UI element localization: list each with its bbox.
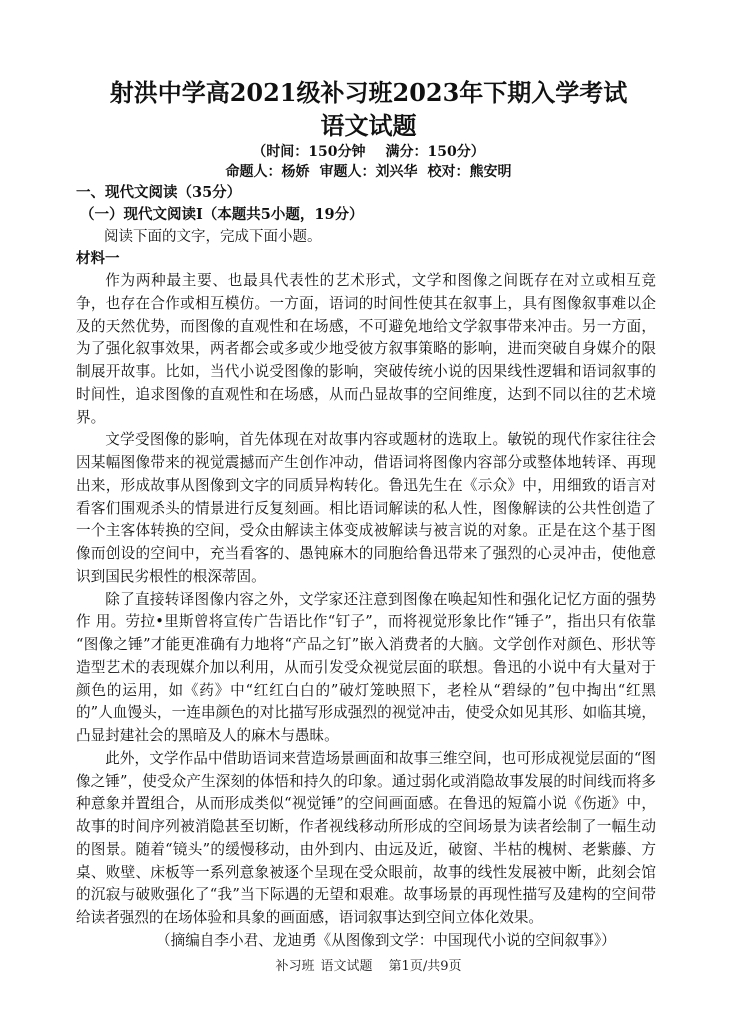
setter-label: 命题人：杨娇 bbox=[225, 164, 310, 180]
passage-body bbox=[76, 270, 656, 930]
exam-staff bbox=[0, 162, 737, 182]
instruction-text: 阅读下面的文字，完成下面小题。 bbox=[104, 229, 322, 245]
material-label: 材料一 bbox=[76, 250, 120, 267]
passage-source: （摘编自李小君、龙迪勇《从图像到文学：中国现代小说的空间叙事》） bbox=[156, 931, 616, 949]
passage-paragraph: 作为两种最主要、也最具代表性的艺术形式，文学和图像之间既存在对立或相互竞争，也存在合作或相互模仿。一方面，语词的时间性使其在叙事上，具有图像叙事难以企及的天然优势，而图像的直观性和在场感，不可避免地给文学叙事带来冲击。另一方面，为了强化叙事效果，两者都会或多或少地受彼方叙事策略的影响，进而突破自身媒介的限制展开故事。比如，当代小说受图像的影响，突破传统小说的因果线性逻辑和语词叙事的时间性，追求图像的直观性和在场感，从而凸显故事的空间维度，达到不同以往的艺术境界。 bbox=[76, 272, 656, 426]
reviewer-label: 审题人：刘兴华 bbox=[319, 164, 418, 180]
score-label: 满分：150分） bbox=[385, 144, 485, 160]
passage-paragraph: 此外，文学作品中借助语词来营造场景画面和故事三维空间，也可形成视觉层面的“图像之锤”，使受众产生深刻的体悟和持久的印象。通过弱化或消隐故事发展的时间线而将多种意象并置组合，从而形成类似“视觉锤”的空间画面感。在鲁迅的短篇小说《伤逝》中，故事的时间序列被消隐甚至切断，作者视线移动所形成的空间场景为读者绘制了一幅生动的图景。随着“镜头”的缓慢移动，由外到内、由远及近，破窗、半枯的槐树、老紫藤、方桌、败壁、床板等一系列意象被逐个呈现在受众眼前，故事的线性发展被中断，此刻会馆的沉寂与破败强化了“我”当下际遇的无望和艰难。故事场景的再现性描写及建构的空间带给读者强烈的在场体验和具象的画面感，语词叙事达到空间立体化效果。 bbox=[76, 749, 656, 926]
footer-class: 补习班 bbox=[275, 958, 315, 974]
exam-title: 射洪中学高2021级补习班2023年下期入学考试 bbox=[109, 78, 628, 107]
time-label: （时间：150分钟 bbox=[252, 144, 366, 160]
page-number: 第1页/共9页 bbox=[388, 958, 462, 974]
footer-subject: 语文试题 bbox=[320, 958, 373, 974]
exam-subtitle: 语文试题 bbox=[320, 111, 417, 140]
proofreader-label: 校对：熊安明 bbox=[427, 164, 512, 180]
subsection-heading: （一）现代文阅读Ⅰ（本题共5小题，19分） bbox=[80, 206, 364, 223]
page-footer bbox=[0, 958, 737, 976]
passage-paragraph: 除了直接转译图像内容之外，文学家还注意到图像在唤起知性和强化记忆方面的强势作 用。劳拉•里斯曾将宣传广告语比作“钉子”，而将视觉形象比作“锤子”，指出只有依靠 “图像之锤”才能更准确有力地将“产品之钉”嵌入消费者的大脑。文学创作对颜色、形状等造型艺术的表现媒介加以利用，从而引发受众视觉层面的联想。鲁迅的小说中有大量对于颜色的运用，如《药》中“红红白白的”破灯笼映照下，老栓从“碧绿的”包中掏出“红黑的”人血馒头，一连串颜色的对比描写形成强烈的视觉冲击，使受众如见其形、如临其境，凸显封建社会的黑暗及人的麻木与愚昧。 bbox=[76, 590, 656, 744]
section-heading: 一、现代文阅读（35分） bbox=[76, 184, 242, 201]
exam-content bbox=[76, 182, 656, 952]
exam-time-score bbox=[0, 142, 737, 162]
passage-paragraph: 文学受图像的影响，首先体现在对故事内容或题材的选取上。敏锐的现代作家往往会因某幅图像带来的视觉震撼而产生创作冲动，借语词将图像内容部分或整体地转译、再现出来，形成故事从图像到文字的同质异构转化。鲁迅先生在《示众》中，用细致的语言对看客们围观杀头的情景进行反复刻画。相比语词解读的私人性，图像解读的公共性创造了一个主客体转换的空间，受众由解读主体变成被解读与被言说的对象。正是在这个基于图像而创设的空间中，充当看客的、愚钝麻木的同胞给鲁迅带来了强烈的心灵冲击，使他意识到国民劣根性的根深蒂固。 bbox=[76, 431, 656, 585]
